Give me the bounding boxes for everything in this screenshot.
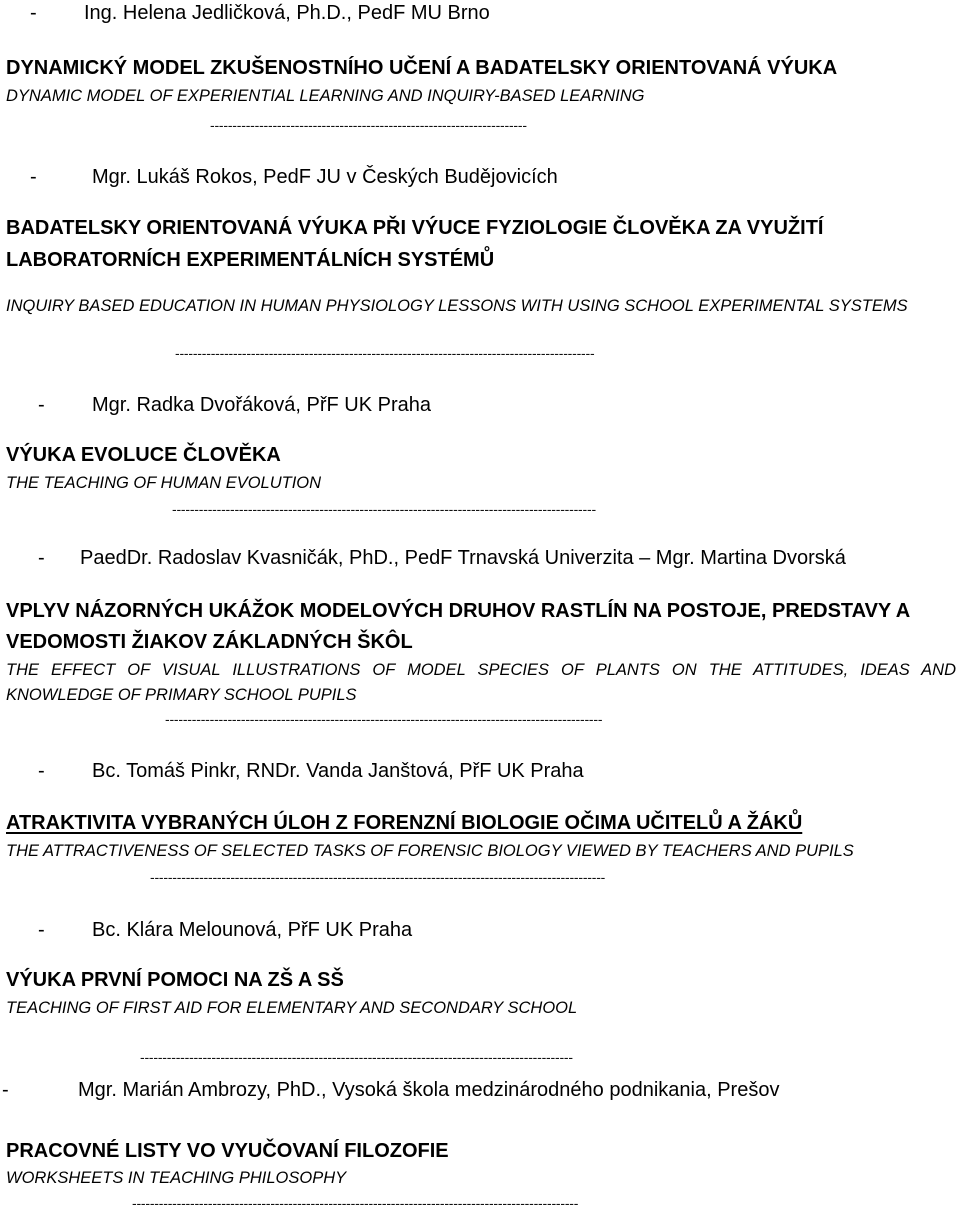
author-line (2, 1080, 779, 1100)
paper-title: DYNAMICKÝ MODEL ZKUŠENOSTNÍHO UČENÍ A BADATELSKY ORIENTOVANÁ VÝUKA (6, 57, 838, 79)
author-line (30, 167, 558, 187)
author-line (38, 761, 584, 781)
list-dash: - (38, 760, 45, 782)
separator-line: ----------------------------------------------------------------------- (210, 118, 527, 132)
paper-title: VÝUKA PRVNÍ POMOCI NA ZŠ A SŠ (6, 969, 344, 991)
paper-subtitle: THE EFFECT OF VISUAL ILLUSTRATIONS OF MODEL SPECIES OF PLANTS ON THE ATTITUDES, IDEAS AND (6, 661, 956, 679)
author-name: PaedDr. Radoslav Kvasničák, PhD., PedF Trnavská Univerzita – Mgr. Martina Dvorská (80, 547, 846, 569)
list-dash: - (38, 919, 45, 941)
paper-title: VÝUKA EVOLUCE ČLOVĚKA (6, 444, 281, 466)
paper-title: PRACOVNÉ LISTY VO VYUČOVANÍ FILOZOFIE (6, 1140, 449, 1162)
author-line (30, 3, 490, 23)
author-name: Bc. Klára Melounová, PřF UK Praha (92, 919, 413, 941)
list-dash: - (30, 2, 37, 24)
author-line (38, 920, 412, 940)
paper-subtitle: WORKSHEETS IN TEACHING PHILOSOPHY (6, 1169, 347, 1187)
paper-title: BADATELSKY ORIENTOVANÁ VÝUKA PŘI VÝUCE FYZIOLOGIE ČLOVĚKA ZA VYUŽITÍ (6, 217, 824, 239)
paper-subtitle: INQUIRY BASED EDUCATION IN HUMAN PHYSIOLOGY LESSONS WITH USING SCHOOL EXPERIMENTAL SYSTEMS (6, 297, 908, 315)
author-name: Ing. Helena Jedličková, Ph.D., PedF MU Brno (84, 2, 490, 24)
separator-line: ------------------------------------------------------------------------------------------------- (140, 1050, 573, 1064)
author-name: Bc. Tomáš Pinkr, RNDr. Vanda Janštová, PřF UK Praha (92, 760, 584, 782)
separator-line: ---------------------------------------------------------------------------------------------- (175, 346, 595, 360)
author-line (38, 548, 846, 568)
paper-subtitle: THE TEACHING OF HUMAN EVOLUTION (6, 474, 322, 492)
separator-line: -------------------------------------------------------------------------------------------------- (165, 712, 603, 726)
paper-title-line-2: LABORATORNÍCH EXPERIMENTÁLNÍCH SYSTÉMŮ (6, 249, 495, 271)
list-dash: - (38, 547, 45, 569)
author-line (38, 395, 431, 415)
separator-line: ---------------------------------------------------------------------------------------------------- (132, 1196, 579, 1210)
paper-subtitle: TEACHING OF FIRST AID FOR ELEMENTARY AND SECONDARY SCHOOL (6, 999, 578, 1017)
author-name: Mgr. Lukáš Rokos, PedF JU v Českých Budějovicích (92, 166, 558, 188)
list-dash: - (38, 394, 45, 416)
paper-subtitle: THE ATTRACTIVENESS OF SELECTED TASKS OF FORENSIC BIOLOGY VIEWED BY TEACHERS AND PUPILS (6, 842, 854, 860)
separator-line: ----------------------------------------------------------------------------------------------- (172, 502, 596, 516)
author-name: Mgr. Radka Dvořáková, PřF UK Praha (92, 394, 432, 416)
list-dash: - (30, 166, 37, 188)
paper-title-line-2: VEDOMOSTI ŽIAKOV ZÁKLADNÝCH ŠKÔL (6, 631, 413, 653)
paper-title: ATRAKTIVITA VYBRANÝCH ÚLOH Z FORENZNÍ BIOLOGIE OČIMA UČITELŮ A ŽÁKŮ (6, 812, 803, 834)
list-dash: - (2, 1079, 9, 1101)
paper-subtitle: DYNAMIC MODEL OF EXPERIENTIAL LEARNING AND INQUIRY-BASED LEARNING (6, 87, 645, 105)
paper-subtitle-line-2: KNOWLEDGE OF PRIMARY SCHOOL PUPILS (6, 686, 357, 704)
author-name: Mgr. Marián Ambrozy, PhD., Vysoká škola medzinárodného podnikania, Prešov (78, 1079, 780, 1101)
separator-line: ------------------------------------------------------------------------------------------------------ (150, 870, 606, 884)
paper-title: VPLYV NÁZORNÝCH UKÁŽOK MODELOVÝCH DRUHOV RASTLÍN NA POSTOJE, PREDSTAVY A (6, 600, 911, 622)
